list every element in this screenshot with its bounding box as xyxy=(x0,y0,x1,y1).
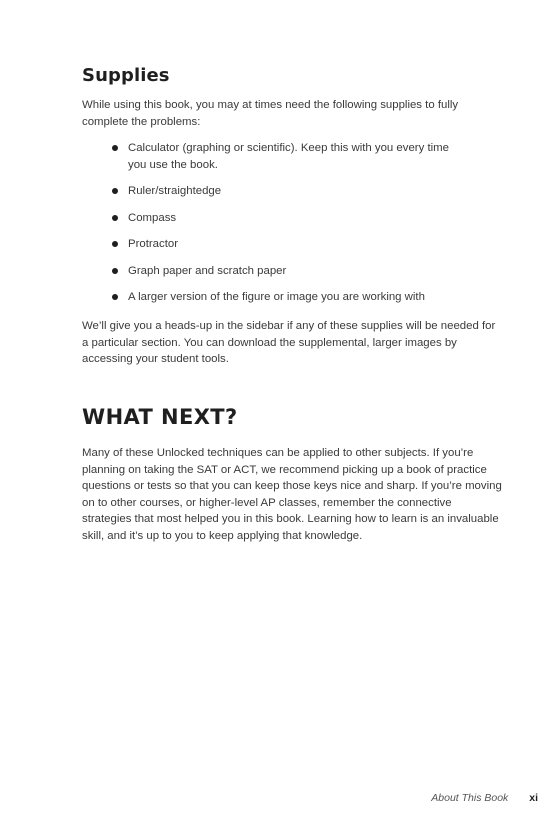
what-next-paragraph: Many of these Unlocked techniques can be applied to other subjects. If you’re planning on taking the SAT or ACT, we recommend picking up a book of practice questions or tests so that you can keep those keys nice and sharp. If you’re moving on to other courses, or higher-level AP classes, remember the connective strategies that most helped you in this book. Learning how to learn is an invaluable skill, and it’s up to you to keep applying that knowledge. xyxy=(82,447,502,542)
list-item xyxy=(112,236,472,253)
supplies-list xyxy=(112,140,472,316)
bullet-icon xyxy=(112,215,118,221)
page-footer xyxy=(431,791,538,805)
bullet-icon xyxy=(112,145,118,151)
bullet-icon xyxy=(112,188,118,194)
list-item xyxy=(112,140,458,173)
what-next-heading: WHAT NEXT? xyxy=(82,405,238,429)
list-item-text: Graph paper and scratch paper xyxy=(128,264,287,277)
bullet-icon xyxy=(112,268,118,274)
list-item-text: Calculator (graphing or scientific). Keep this with you every time you use the book. xyxy=(128,142,449,171)
list-item xyxy=(112,210,472,227)
list-item-text: Protractor xyxy=(128,238,179,250)
list-item-text: Ruler/straightedge xyxy=(128,185,222,197)
running-footer-title: About This Book xyxy=(431,792,509,804)
list-item xyxy=(112,263,472,280)
bullet-icon xyxy=(112,294,118,300)
bullet-icon xyxy=(112,241,118,247)
supplies-outro-paragraph: We’ll give you a heads-up in the sidebar if any of these supplies will be needed for a particular section. You can download the supplemental, larger images by accessing your student tools. xyxy=(82,320,496,365)
list-item-text: A larger version of the figure or image you are working with xyxy=(128,291,425,303)
list-item xyxy=(112,183,472,200)
page-number: xi xyxy=(529,792,538,804)
supplies-heading: Supplies xyxy=(82,65,170,86)
supplies-intro-paragraph: While using this book, you may at times need the following supplies to fully complete the problems: xyxy=(82,99,459,128)
list-item-text: Compass xyxy=(128,211,177,224)
list-item xyxy=(112,289,472,306)
